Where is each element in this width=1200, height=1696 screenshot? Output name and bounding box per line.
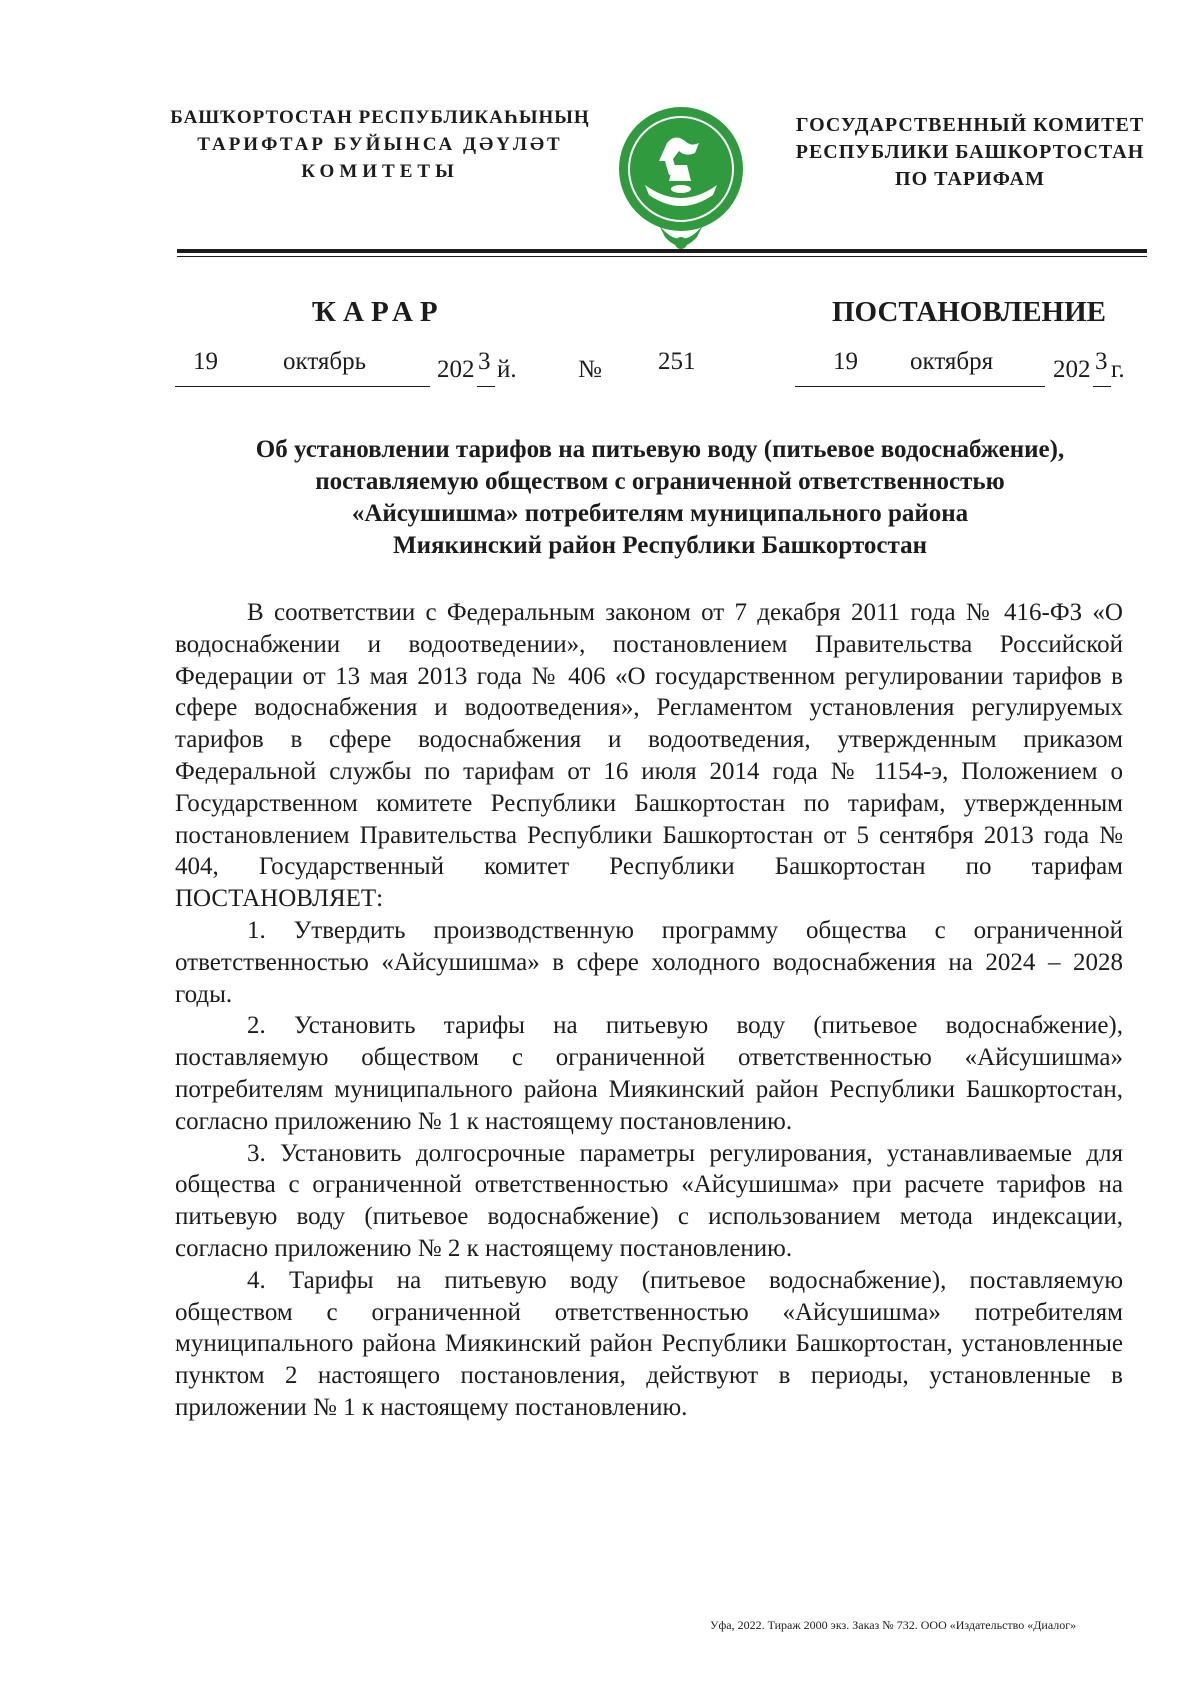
date-month-left: октябрь (283, 348, 367, 375)
header-right-line-3: ПО ТАРИФАМ (895, 168, 1045, 190)
header-left-bashkir (170, 104, 590, 185)
header-right-line-1: ГОСУДАРСТВЕННЫЙ КОМИТЕТ (795, 114, 1145, 136)
date-year-prefix-right: 202 (1053, 356, 1091, 383)
title-line: «Айсушишма» потребителям муниципального района (351, 500, 969, 527)
title-line: Об установлении тарифов на питьевую воду (питьевое водоснабжение), (255, 436, 1065, 463)
date-line-left (175, 348, 535, 392)
document-number (578, 348, 718, 392)
bashkortostan-emblem-icon (615, 103, 747, 251)
date-day-left: 19 (193, 348, 218, 375)
date-underline (795, 386, 1045, 387)
date-year-digit-left: 3 (478, 348, 491, 375)
document-body (175, 597, 1123, 1424)
date-day-right: 19 (833, 348, 858, 375)
preamble-paragraph: В соответствии с Федеральным законом от 7 декабря 2011 года № 416-ФЗ «О водоснабжении и водоотведении», постановлением Правительства Российской Федерации от 13 мая 2013 года № 406 «О государственном регулировании тарифов в сфере водоснабжения и водоотведения», Регламентом установления регулируемых тарифов в сфере водоснабжения и водоотведения, утвержденным приказом Федеральной службы по тарифам от 16 июля 2014 года № 1154-э, Положением о Государственном комитете Республики Башкортостан по тарифам, утвержденным постановлением Правительства Республики Башкортостан от 5 сентября 2013 года № 404, Государственный комитет Республики Башкортостан по тарифам ПОСТАНОВЛЯЕТ: (175, 599, 1123, 913)
date-month-right: октября (910, 348, 994, 375)
item-paragraph-4: 4. Тарифы на питьевую воду (питьевое водоснабжение), поставляемую обществом с ограниченной ответственностью «Айсушишма» потребителям муниципального района Миякинский район Республики Башкортостан, установленные пунктом 2 настоящего постановления, действуют в периоды, установленные в приложении № 1 к настоящему постановлению. (175, 1266, 1123, 1421)
header-right-line-2: РЕСПУБЛИКИ БАШКОРТОСТАН (795, 141, 1145, 163)
header-divider-thin (177, 256, 1147, 257)
date-year-suffix-right: г. (1111, 356, 1125, 383)
header-left-line-2: ТАРИФТАР БУЙЫНСА ДӘҮЛӘТ (197, 134, 563, 155)
header-left-line-1: БАШҠОРТОСТАН РЕСПУБЛИКАҺЫНЫҢ (170, 107, 590, 128)
header-left-line-3: КОМИТЕТЫ (301, 161, 459, 182)
date-underline (175, 386, 430, 387)
number-value: 251 (658, 348, 696, 375)
document-type-bashkir: ҠАРАР (312, 296, 445, 328)
year-underline (477, 386, 495, 387)
document-title (175, 434, 1145, 562)
print-imprint: Уфа, 2022. Тираж 2000 экз. Заказ № 732. ООО «Издательство «Диалог» (710, 1618, 1077, 1632)
date-line-right (795, 348, 1155, 392)
item-paragraph-1: 1. Утвердить производственную программу общества с ограниченной ответственностью «Айсушишма» в сфере холодного водоснабжения на 2024 – 2028 годы. (175, 916, 1123, 1008)
item-paragraph-2: 2. Установить тарифы на питьевую воду (питьевое водоснабжение), поставляемую обществом с ограниченной ответственностью «Айсушишма» потребителям муниципального района Миякинский район Республики Башкортостан, согласно приложению № 1 к настоящему постановлению. (175, 1012, 1123, 1135)
header-divider-thick (177, 249, 1147, 253)
document-type-russian: ПОСТАНОВЛЕНИЕ (832, 296, 1107, 328)
number-sign: № (578, 356, 602, 383)
date-year-suffix-left: й. (497, 356, 517, 383)
item-paragraph-3: 3. Установить долгосрочные параметры регулирования, устанавливаемые для общества с ограниченной ответственностью «Айсушишма» при расчете тарифов на питьевую воду (питьевое водоснабжение) с использованием метода индексации, согласно приложению № 2 к настоящему постановлению. (175, 1139, 1123, 1262)
date-year-digit-right: 3 (1095, 348, 1108, 375)
date-year-prefix-left: 202 (437, 356, 475, 383)
title-line: Миякинский район Республики Башкортостан (393, 532, 927, 559)
year-underline (1093, 386, 1111, 387)
header-right-russian (785, 112, 1155, 193)
title-line: поставляемую обществом с ограниченной ответственностью (315, 468, 1005, 495)
